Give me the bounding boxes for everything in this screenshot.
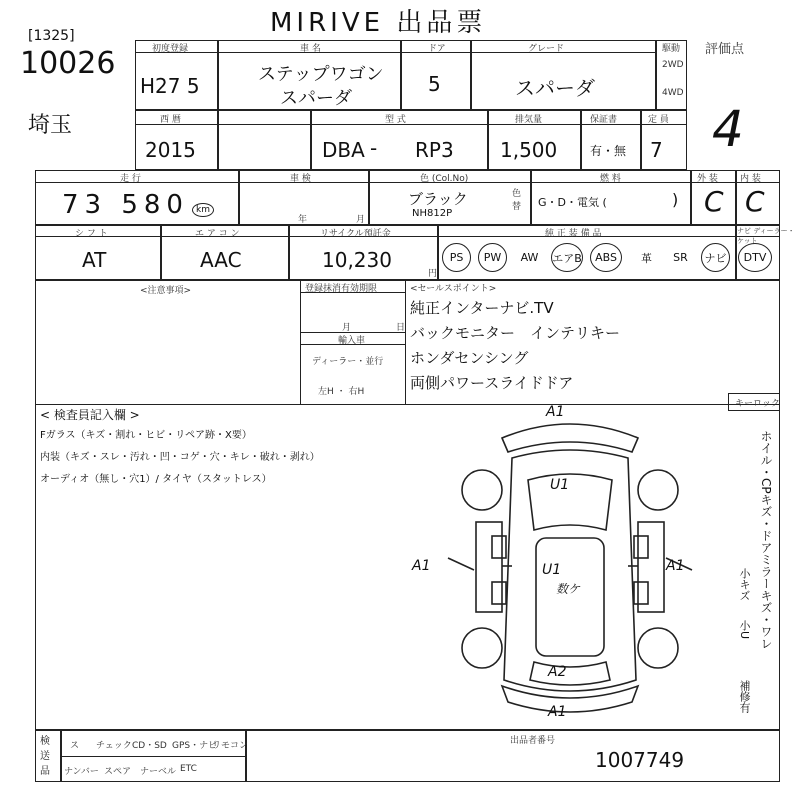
lot-number: 10026 [20, 46, 116, 81]
sales-point-2: バックモニター インテリキー [410, 324, 621, 342]
side-note-3: 小U [738, 620, 751, 640]
first-reg-value: H27 5 [140, 74, 200, 98]
mark-front: A1 [546, 404, 565, 420]
equipment-aw: AW [520, 251, 539, 264]
keyless-label: キーロック [735, 399, 780, 409]
region: 埼玉 [28, 113, 73, 138]
equipment-dtv: DTV [738, 243, 772, 272]
fuel-value: G・D・電気 ( [538, 196, 607, 209]
fuel-label: 燃 料 [600, 174, 621, 184]
shift-value: AT [82, 248, 107, 272]
equipment-ps: PS [442, 243, 471, 272]
notes-frame [35, 280, 780, 405]
color-label: 色 (Col.No) [420, 174, 469, 184]
ac-value: AAC [200, 248, 242, 272]
color-code: NH812P [412, 208, 453, 219]
footer-cell-1: ス [70, 741, 80, 751]
capacity-value: 7 [650, 138, 663, 162]
side-note-2: 小キズ [738, 568, 751, 601]
footer-cell-5: リモコン [212, 741, 249, 751]
year-label: 西 暦 [160, 115, 181, 125]
model-label: 型 式 [385, 115, 406, 125]
car-name-label: 車 名 [300, 44, 321, 54]
car-name-line2: スパーダ [280, 88, 352, 109]
mark-left: A1 [412, 558, 431, 574]
fuel-close: ) [672, 190, 679, 209]
shift-label: シ フ ト [75, 229, 108, 239]
color-value: ブラック [408, 190, 468, 208]
grade-label: グレード [528, 44, 565, 54]
warranty-value: 有・無 [590, 144, 627, 158]
exterior-value: C [704, 185, 724, 218]
warranty-label: 保証書 [590, 115, 618, 125]
km-unit: km [192, 203, 214, 217]
mark-roof: U1 [542, 562, 562, 578]
car-name-line1: ステップワゴン [258, 64, 384, 85]
mileage-label: 走 行 [120, 174, 141, 184]
sales-point-3: ホンダセンシング [410, 349, 529, 367]
dealer-option: ディーラー・並行 [312, 357, 384, 367]
footer-cell-4: GPS・ナビ [172, 741, 218, 751]
inspector-line2: 内装（キズ・スレ・汚れ・凹・コゲ・穴・キレ・破れ・剥れ） [40, 452, 320, 463]
mark-roof-note: 数ケ [556, 582, 581, 596]
doors-label: ドア [428, 44, 446, 54]
equipment-navi: ナビ [701, 243, 730, 272]
sales-point-1: 純正インターナビ.TV [410, 299, 554, 317]
mileage-value: 73 580 [62, 190, 189, 220]
score-value: 4 [712, 100, 744, 158]
doors-value: 5 [428, 72, 441, 96]
equipment-airbag: エアB [551, 243, 583, 272]
registration-label: 登録抹消有効期限 [305, 284, 378, 294]
sales-label: <セールスポイント> [410, 284, 497, 294]
equipment-label: 純 正 装 備 品 [545, 229, 602, 239]
mark-rear: A2 [548, 664, 567, 680]
first-reg-label: 初度登録 [152, 44, 189, 54]
interior-label: 内 装 [740, 174, 761, 184]
footer-cell-6: ナンバー [64, 767, 99, 777]
inspection-year: 年 [298, 215, 308, 225]
inspection-label: 車 検 [290, 174, 311, 184]
footer-inspection-label: 検 送 品 [40, 736, 50, 777]
caution-label: <注意事項> [140, 286, 192, 296]
footer-cell-9: ETC [180, 764, 197, 774]
equipment-sr: SR [673, 251, 688, 264]
equipment-abs: ABS [590, 243, 622, 272]
side-note-4: 補修有 [738, 680, 751, 713]
footer-cell-8: ナーベル [140, 767, 177, 777]
exterior-label: 外 装 [697, 174, 718, 184]
seller-number: 1007749 [595, 748, 685, 772]
reg-day: 日 [396, 323, 406, 333]
tv-label: ナビ ディーラー・ケット [737, 227, 795, 245]
displacement-label: 排気量 [515, 115, 543, 125]
recycle-unit: 円 [428, 269, 438, 279]
inspection-month: 月 [356, 215, 366, 225]
grade-value: スパーダ [515, 76, 595, 100]
year-value: 2015 [145, 138, 196, 162]
lot-code: [1325] [28, 28, 75, 44]
import-label: 輸入車 [338, 336, 366, 346]
mark-right: A1 [666, 558, 685, 574]
interior-value: C [745, 185, 765, 218]
model-code: RP3 [415, 138, 454, 162]
model-prefix: DBA [322, 138, 365, 162]
sales-point-4: 両側パワースライドドア [410, 374, 574, 392]
mark-back: A1 [548, 704, 567, 720]
recycle-label: リサイクル預託金 [320, 229, 391, 239]
mark-hood: U1 [550, 477, 570, 493]
drive-label: 駆動 [662, 44, 681, 54]
seller-label: 出品者番号 [510, 736, 556, 746]
recycle-value: 10,230 [322, 248, 392, 272]
capacity-label: 定 員 [648, 115, 669, 125]
score-label: 評価点 [705, 42, 745, 57]
inspector-line3: オーディオ（無し・穴1）/ タイヤ（スタットレス） [40, 474, 272, 485]
equipment-pw: PW [478, 243, 507, 272]
footer-cell-3: CD・SD [132, 741, 167, 751]
color-change: 色 替 [512, 189, 522, 212]
displacement-value: 1,500 [500, 138, 558, 162]
inspector-title: < 検査員記入欄 > [40, 408, 140, 422]
reg-month: 月 [342, 323, 352, 333]
footer-cell-7: スペア [104, 767, 132, 777]
inspector-line1: Fガラス（キズ・割れ・ヒビ・リペア跡・X要） [40, 430, 252, 441]
handle-option: 左H ・ 右H [318, 387, 365, 397]
footer-cell-2: チェック [96, 741, 132, 751]
side-note: ホイル・CPキズ・ドアミラーキズ・ワレ [759, 430, 773, 650]
ac-label: エ ア コ ン [195, 229, 240, 239]
equipment-leather: 革 [641, 251, 652, 265]
model-dash: - [370, 136, 378, 160]
form-title: MIRIVE 出品票 [270, 8, 487, 38]
